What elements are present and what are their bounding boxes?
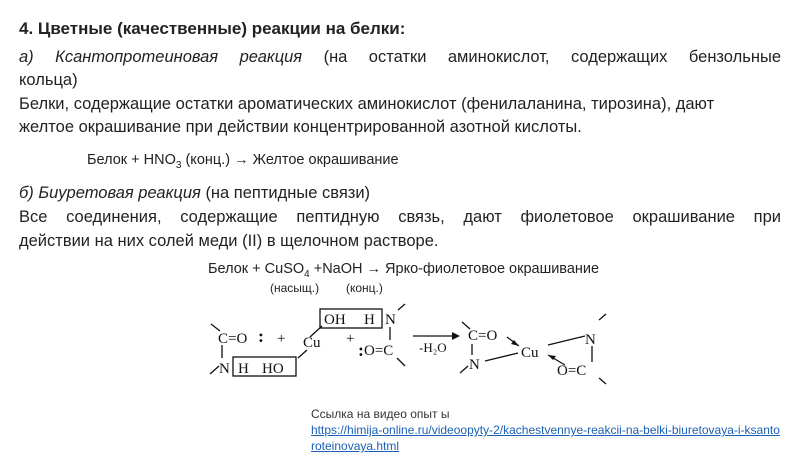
eq-b-cond2: (конц.) [346,281,383,295]
bond-line [485,353,518,361]
scheme-ho: HO [262,361,284,377]
eq-b-cond1: (насыщ.) [270,281,320,295]
section-b-marker: б) [19,184,34,202]
bond-line [397,358,405,366]
eq-a-arrow: → [234,152,249,168]
scheme-h-right: H [364,312,375,328]
bond-line [599,378,606,384]
bond-line [298,350,307,358]
scheme-product-o-eq-c: O=C [557,363,587,379]
bond-line [599,314,606,320]
scheme-n-right: N [385,312,396,328]
section-a-body2: желтое окрашивание при действии концентрированной азотной кислоты. [19,118,582,136]
scheme-product-cu: Cu [521,345,539,361]
scheme-lone-pair: : [258,326,264,346]
slide-title: 4. Цветные (качественные) реакции на белки: [19,19,406,38]
eq-b-sub: 4 [304,268,310,280]
video-link-label: Ссылка на видео опыт ы [311,407,450,421]
section-a-note: (на остатки аминокислот, содержащих бензольные [323,48,781,66]
scheme-product-n-right: N [585,332,596,348]
scheme-n-left: N [219,361,230,377]
eq-a-reactant: Белок + HNO [87,152,176,168]
scheme-oh: OH [324,312,346,328]
video-link-cont[interactable]: roteinovaya.html [311,439,400,453]
scheme-cu: Cu [303,335,321,351]
section-a-marker: а) [19,48,34,66]
scheme-product-c-eq-o: C=O [468,328,498,344]
section-a-body1: Белки, содержащие остатки ароматических аминокислот (фенилаланина, тирозина), дают [19,95,715,113]
section-b-note: (на пептидные связи) [205,184,371,202]
bond-line [398,304,405,310]
scheme-o-eq-c: O=C [364,343,394,359]
section-a-note-cont: кольца) [19,71,78,89]
scheme-lone-pair: : [358,340,364,360]
scheme-plus1: + [277,331,286,347]
bond-line [211,324,220,331]
section-b-body2: действии на них солей меди (II) в щелочном растворе. [19,232,439,250]
section-a-name: Ксантопротеиновая реакция [55,48,303,66]
reaction-arrowhead [452,332,460,340]
scheme-plus2: + [346,331,355,347]
scheme-reagent: -H₂O [419,340,447,355]
eq-a-condition: (конц.) [181,152,235,168]
eq-a-sub: 3 [175,159,182,171]
scheme-h-left: H [238,361,249,377]
bond-line [210,366,219,374]
video-link[interactable]: https://himija-online.ru/videoopyty-2/kachestvennye-reakcii-na-belki-biuretovaya-i-ksanto [311,423,780,437]
bond-line [548,336,585,345]
bond-line [460,366,468,373]
section-b-name: Биуретовая реакция [38,184,201,202]
scheme-c-eq-o-left: C=O [218,331,248,347]
eq-b-product: Ярко-фиолетовое окрашивание [381,261,600,277]
section-b-body1: Все соединения, содержащие пептидную связь, дают фиолетовое окрашивание при [19,208,781,226]
eq-b-part1: Белок + CuSO [208,261,305,277]
eq-b-arrow: → [366,261,382,277]
eq-b-part2: +NaOH [309,261,367,277]
scheme-product-n-left: N [469,357,480,373]
eq-a-product: Желтое окрашивание [248,152,399,168]
